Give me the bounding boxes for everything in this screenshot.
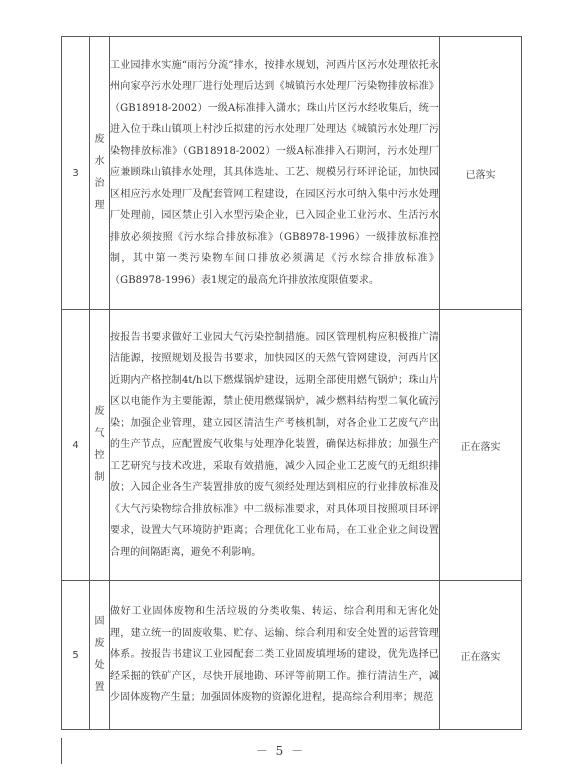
category-char: 置 xyxy=(94,682,105,693)
status-cell: 已落实 xyxy=(440,37,522,310)
category-char: 控 xyxy=(94,450,105,461)
row-number: 3 xyxy=(62,37,90,310)
category-cell xyxy=(90,37,110,310)
category-char: 水 xyxy=(94,156,105,167)
row-number: 4 xyxy=(62,310,90,581)
category-char: 处 xyxy=(94,660,105,671)
category-char: 理 xyxy=(94,200,105,211)
requirement-content: 工业园排水实施“雨污分流”排水，按排水规划，河西片区污水处理依托永州向家亭污水处理厂进行处理后达到《城镇污水处理厂污染物排放标准》（GB18918-2002）一级A标准排入潇水；珠山片区污水经收集后，统一进入位于珠山镇项上村沙丘拟建的污水处理厂处理达《城镇污水处理厂污染物排放标准》（GB18918-2002）一级A标准排入石期河，污水处理厂应兼顾珠山镇排水处理，其具体选址、工艺、规模另行环评论证，加快园区相应污水处理厂及配套管网工程建设，在园区污水可纳入集中污水处理厂处理前，园区禁止引入水型污染企业，已入园企业工业污水、生活污水排放必须按照《污水综合排放标准》（GB8978-1996）一级排放标准控制，其中第一类污染物车间口排放必须满足《污水综合排放标准》（GB8978-1996）表1规定的最高允许排放浓度限值要求。 xyxy=(110,37,440,310)
status-cell: 正在落实 xyxy=(440,310,522,581)
category-char: 固 xyxy=(94,616,105,627)
table-row xyxy=(62,581,522,730)
category-char: 治 xyxy=(94,178,105,189)
page-number: － 5 － xyxy=(255,744,306,758)
status-cell: 正在落实 xyxy=(440,581,522,730)
category-char: 废 xyxy=(94,638,105,649)
requirement-content: 做好工业固体废物和生活垃圾的分类收集、转运、综合利用和无害化处理，建立统一的固废收集、贮存、运输、综合利用和安全处置的运营管理体系。按报告书建议工业园配套二类工业固废填埋场的建设，优先选择已经采掘的铁矿产区，尽快开展地勘、环评等前期工作。推行清洁生产，减少固体废物产生量；加强固体废物的资源化进程，提高综合利用率；规范 xyxy=(110,581,440,730)
category-char: 废 xyxy=(94,406,105,417)
table-row xyxy=(62,37,522,310)
category-cell xyxy=(90,310,110,581)
category-char: 制 xyxy=(94,472,105,483)
requirements-table xyxy=(61,36,522,730)
row-number: 5 xyxy=(62,581,90,730)
category-char: 气 xyxy=(94,428,105,439)
category-cell xyxy=(90,581,110,730)
table-row xyxy=(62,310,522,581)
category-char: 废 xyxy=(94,134,105,145)
requirement-content: 按报告书要求做好工业园大气污染控制措施。园区管理机构应积极推广清洁能源，按照规划及报告书要求，加快园区的天然气管网建设，河西片区近期内产格控制4t/h以下燃煤锅炉建设，远期全部使用燃气锅炉；珠山片区以电能作为主要能源，禁止使用燃煤锅炉，减少燃料结构型二氧化硫污染；加强企业管理，建立园区清洁生产考核机制，对各企业工艺废气产出的生产节点，应配置废气收集与处理净化装置，确保达标排放；加强生产工艺研究与技术改进，采取有效措施，减少入园企业工艺废气的无组织排放；入园企业各生产装置排放的废气须经处理达到相应的行业排放标准及《大气污染物综合排放标准》中二级标准要求，对具体项目按照项目环评要求，设置大气环境防护距离；合理优化工业布局，在工业企业之间设置合理的间隔距离，避免不利影响。 xyxy=(110,310,440,581)
